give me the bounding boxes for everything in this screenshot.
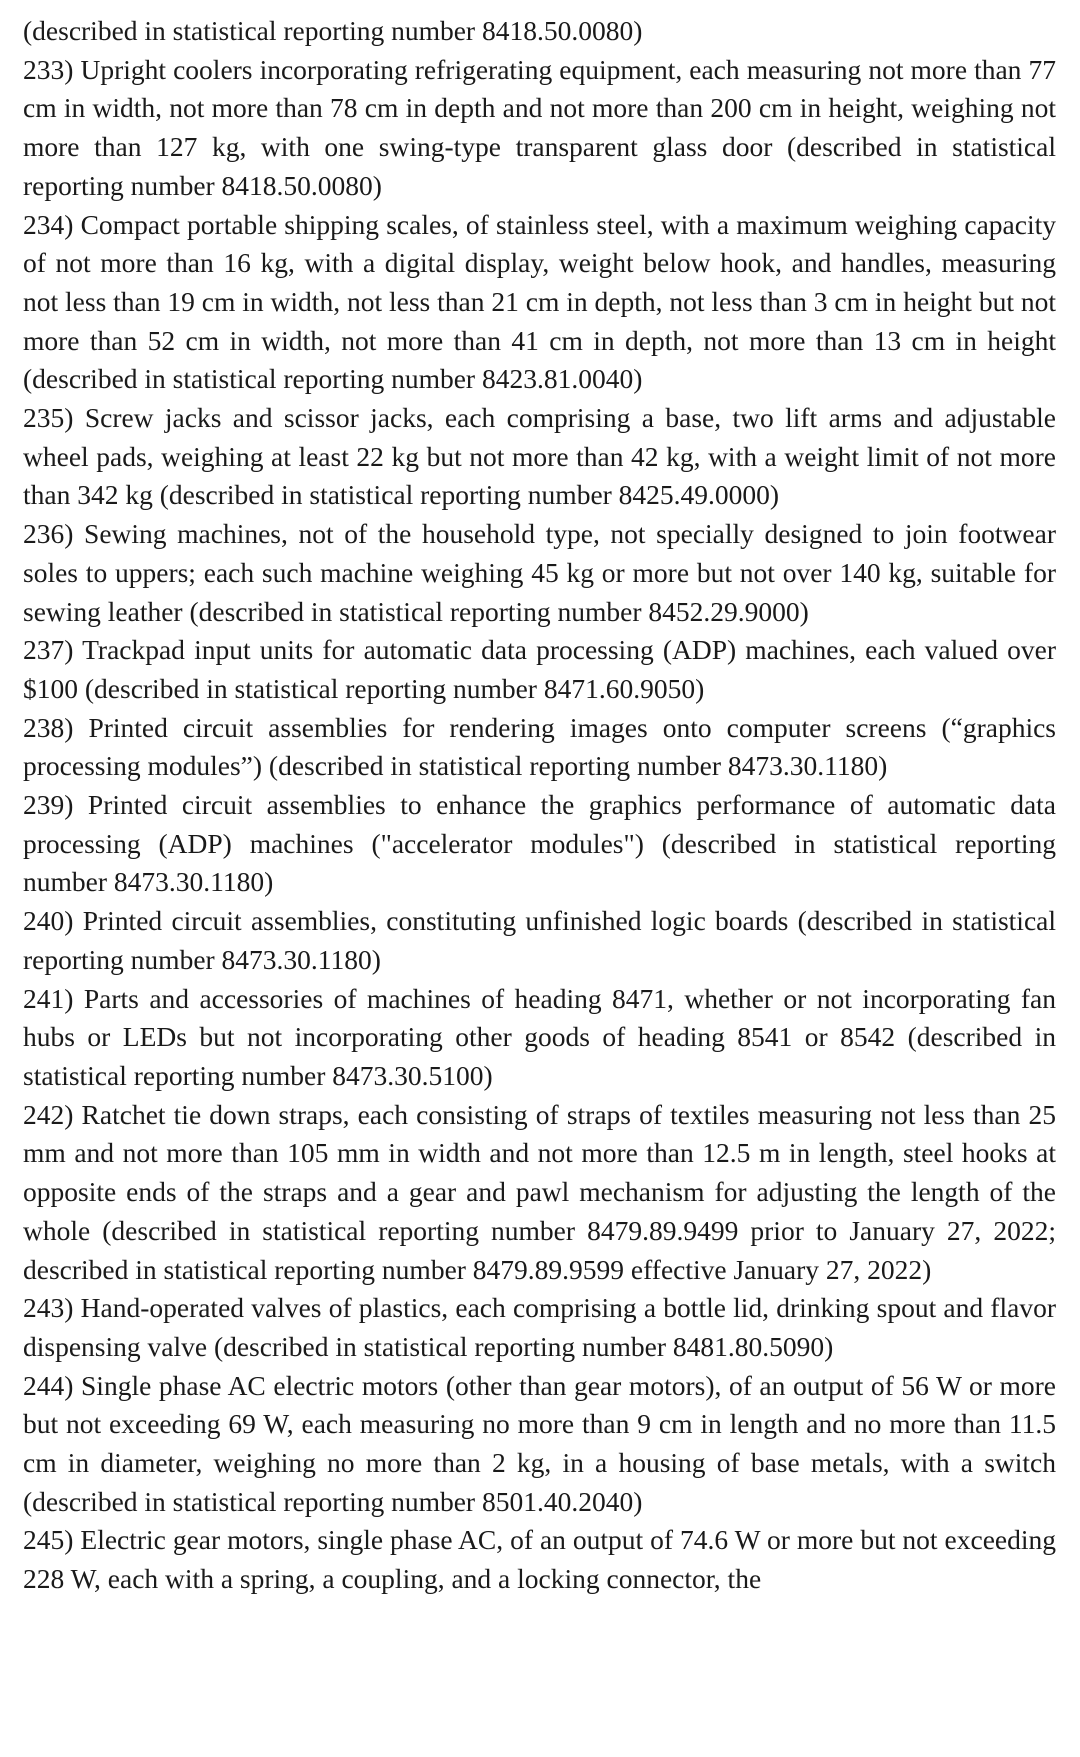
- item-text: Ratchet tie down straps, each consisting of straps of textiles measuring not less than 25 mm and not more than 105 mm in width and not more than 12.5 m in length, steel hooks at opposite ends of the straps and a gear and pawl mechanism for adjusting the length of the whole (described in statistical reporting number 8479.89.9499 prior to January 27, 2022; described in statistical reporting number 8479.89.9599 effective January 27, 2022): [23, 1098, 1056, 1285]
- item-number: 235): [23, 402, 74, 434]
- item-number: 242): [23, 1098, 74, 1130]
- list-item-243: [23, 1289, 1056, 1366]
- list-item-233: [23, 51, 1056, 206]
- item-number: 237): [23, 634, 74, 666]
- item-text: Screw jacks and scissor jacks, each comprising a base, two lift arms and adjustable wheel pads, weighing at least 22 kg but not more than 42 kg, with a weight limit of not more than 342 kg (described in statistical reporting number 8425.49.0000): [23, 402, 1057, 511]
- item-number: 239): [23, 789, 74, 821]
- item-text: Electric gear motors, single phase AC, of an output of 74.6 W or more but not exceeding 228 W, each with a spring, a coupling, and a locking connector, the: [23, 1524, 1056, 1595]
- item-text: Printed circuit assemblies to enhance the graphics performance of automatic data processing (ADP) machines ("accelerator modules") (described in statistical reporting number 8473.30.1180): [23, 789, 1056, 898]
- item-number: 240): [23, 905, 74, 937]
- item-number: 234): [23, 208, 74, 240]
- list-item-238: [23, 709, 1056, 786]
- item-number: 243): [23, 1292, 74, 1324]
- item-text: Upright coolers incorporating refrigerating equipment, each measuring not more than 77 cm in width, not more than 78 cm in depth and not more than 200 cm in height, weighing not more than 127 kg, with one swing-type transparent glass door (described in statistical reporting number 8418.50.0080): [23, 53, 1056, 201]
- list-item-236: [23, 515, 1056, 631]
- item-text: Sewing machines, not of the household type, not specially designed to join footwear soles to uppers; each such machine weighing 45 kg or more but not over 140 kg, suitable for sewing leather (described in statistical reporting number 8452.29.9000): [23, 518, 1057, 627]
- list-item-237: [23, 631, 1056, 708]
- list-item-235: [23, 399, 1056, 515]
- list-item-245: [23, 1521, 1056, 1598]
- item-text: Printed circuit assemblies, constituting unfinished logic boards (described in statistical reporting number 8473.30.1180): [23, 905, 1056, 975]
- item-number: 233): [23, 53, 74, 85]
- item-number: 245): [23, 1524, 74, 1556]
- item-text: Compact portable shipping scales, of stainless steel, with a maximum weighing capacity of not more than 16 kg, with a digital display, weight below hook, and handles, measuring not less than 19 cm in width, not less than 21 cm in depth, not less than 3 cm in height but not more than 52 cm in width, not more than 41 cm in depth, not more than 13 cm in height (described in statistical reporting number 8423.81.0040): [23, 208, 1056, 395]
- lead-in-text: (described in statistical reporting number 8418.50.0080): [23, 15, 643, 46]
- document-page: [23, 12, 1056, 1599]
- item-text: Printed circuit assemblies for rendering images onto computer screens (“graphics processing modules”) (described in statistical reporting number 8473.30.1180): [23, 711, 1056, 782]
- item-text: Trackpad input units for automatic data processing (ADP) machines, each valued over $100 (described in statistical reporting number 8471.60.9050): [23, 634, 1056, 704]
- list-item-241: [23, 980, 1056, 1096]
- item-text: Hand-operated valves of plastics, each comprising a bottle lid, drinking spout and flavor dispensing valve (described in statistical reporting number 8481.80.5090): [23, 1292, 1057, 1362]
- list-item-242: [23, 1096, 1056, 1290]
- item-number: 241): [23, 982, 74, 1014]
- list-item-234: [23, 206, 1056, 400]
- item-number: 236): [23, 518, 74, 550]
- list-item-244: [23, 1367, 1056, 1522]
- item-text: Parts and accessories of machines of heading 8471, whether or not incorporating fan hubs or LEDs but not incorporating other goods of heading 8541 or 8542 (described in statistical reporting number 8473.30.5100): [23, 982, 1056, 1091]
- list-item-239: [23, 786, 1056, 902]
- item-text: Single phase AC electric motors (other than gear motors), of an output of 56 W or more but not exceeding 69 W, each measuring no more than 9 cm in length and no more than 11.5 cm in diameter, weighing no more than 2 kg, in a housing of base metals, with a switch (described in statistical reporting number 8501.40.2040): [23, 1369, 1056, 1517]
- item-number: 238): [23, 711, 74, 743]
- item-number: 244): [23, 1369, 74, 1401]
- list-item-240: [23, 902, 1056, 979]
